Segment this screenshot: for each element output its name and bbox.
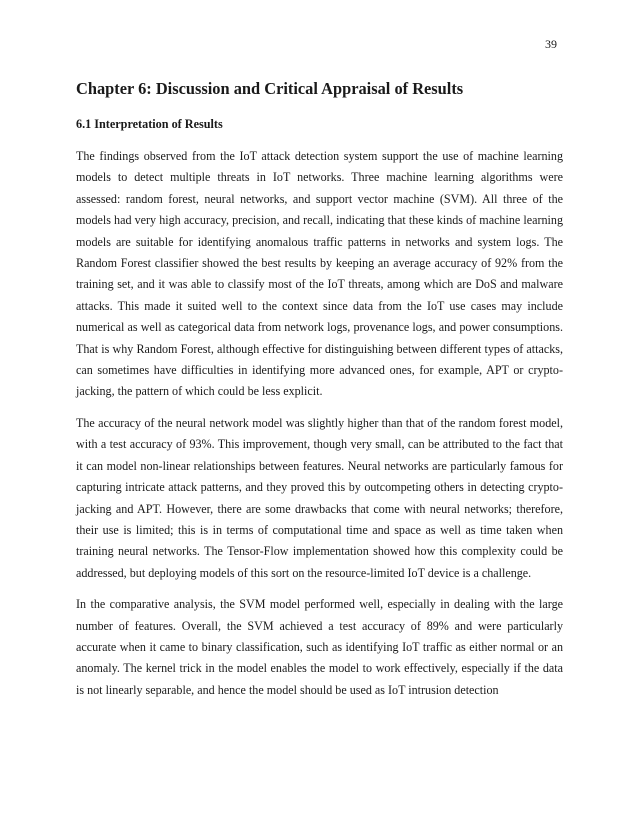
page-number: 39 bbox=[545, 37, 557, 51]
document-body bbox=[76, 78, 563, 701]
paragraph-3: In the comparative analysis, the SVM model performed well, especially in dealing with the large number of features. Overall, the SVM achieved a test accuracy of 89% and were particularly accurate when it came to binary classification, such as identifying IoT traffic as either normal or an anomaly. The kernel trick in the model enables the model to work effectively, especially if the data is not linearly separable, and hence the model should be used as IoT intrusion detection bbox=[76, 597, 563, 697]
section-title: 6.1 Interpretation of Results bbox=[76, 117, 223, 131]
paragraph-2: The accuracy of the neural network model was slightly higher than that of the random forest model, with a test accuracy of 93%. This improvement, though very small, can be attributed to the fact that it can model non-linear relationships between features. Neural networks are particularly famous for capturing intricate attack patterns, and they proved this by outcompeting others in detecting crypto-jacking and APT. However, there are some drawbacks that come with neural networks; therefore, their use is limited; this is in terms of computational time and space as well as time taken when training neural networks. The Tensor-Flow implementation showed how this complexity could be addressed, but deploying models of this sort on the resource-limited IoT device is a challenge. bbox=[76, 415, 563, 580]
paragraph-1: The findings observed from the IoT attack detection system support the use of machine learning models to detect multiple threats in IoT networks. Three machine learning algorithms were assessed: random forest, neural networks, and support vector machine (SVM). All three of the models had very high accuracy, precision, and recall, indicating that these kinds of machine learning models are suitable for identifying anomalous traffic patterns in networks and system logs. The Random Forest classifier showed the best results by keeping an average accuracy of 92% from the training set, and it was able to classify most of the IoT threats, among which are DoS and malware attacks. This made it suited well to the context since data from the IoT use cases may include numerical as well as categorical data from network logs, provenance logs, and power consumptions. That is why Random Forest, although effective for distinguishing between different types of attacks, can sometimes have difficulties in identifying more advanced ones, for example, APT or crypto-jacking, the pattern of which could be less explicit. bbox=[76, 149, 563, 399]
chapter-title: Chapter 6: Discussion and Critical Appraisal of Results bbox=[76, 79, 464, 98]
